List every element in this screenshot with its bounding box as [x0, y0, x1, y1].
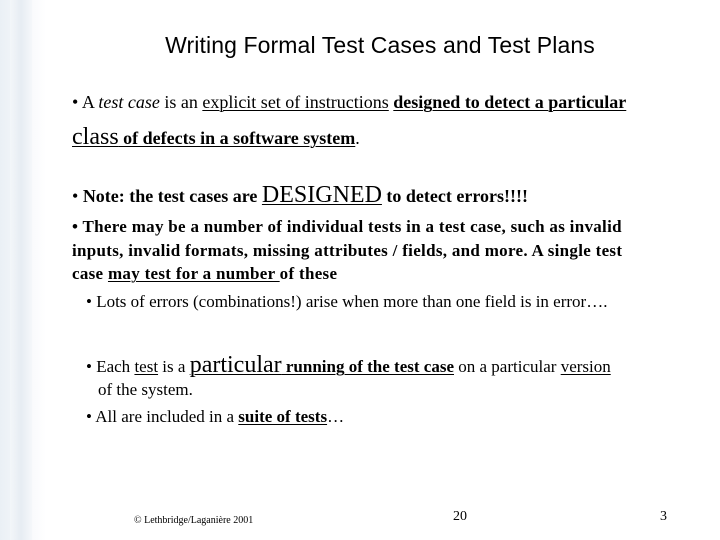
b3-line3a: case [72, 264, 108, 283]
sub2-particular: particular [189, 352, 282, 378]
bullet-marker: • [86, 357, 92, 376]
sub3-c: … [327, 407, 345, 426]
bullet-marker: • [86, 292, 92, 311]
bullet-marker: • [86, 407, 92, 426]
sub2-line2: of the system. [98, 380, 193, 399]
sub3-suite: suite of tests [238, 407, 328, 426]
b3-line3c: of these [279, 264, 338, 283]
b1-designed: designed to detect a particular [393, 92, 627, 112]
sub3-a: All are included in a [95, 407, 239, 426]
subbullet1 [86, 292, 607, 312]
b2-designed: DESIGNED [261, 182, 382, 208]
sub2-f: on a particular [454, 357, 561, 376]
bullet1-line1 [72, 92, 626, 113]
b2-c: to detect errors!!!! [381, 186, 528, 206]
bullet3-line2 [72, 241, 622, 261]
bullet1-line2 [72, 124, 360, 151]
footer-chapter-number: 20 [453, 509, 467, 524]
b1-a: A [81, 92, 99, 112]
slide-title: Writing Formal Test Cases and Test Plans [165, 32, 595, 58]
bullet3-line1 [72, 217, 622, 237]
b3-line1: There may be a number of individual tests in a test case, such as invalid [82, 217, 622, 236]
sub2-a: Each [96, 357, 135, 376]
bullet3-line3 [72, 264, 337, 284]
sub2-test: test [134, 357, 159, 376]
sub2-c: is a [158, 357, 190, 376]
bullet2 [72, 182, 528, 209]
footer-page-number: 3 [660, 509, 667, 524]
b1-defects: of defects in a software system [118, 128, 356, 148]
b1-period: . [355, 128, 360, 148]
bullet-marker: • [72, 92, 79, 112]
bullet-marker: • [72, 186, 79, 206]
bullet-marker: • [72, 217, 79, 236]
b1-c: is an [159, 92, 203, 112]
left-strip-inner [10, 0, 32, 540]
b1-explicit: explicit set of instructions [202, 92, 389, 112]
b1-test-case: test case [98, 92, 160, 112]
left-decorative-strip [0, 0, 46, 540]
b2-a: Note: the test cases are [82, 186, 262, 206]
sub1-text: Lots of errors (combinations!) arise when more than one field is in error…. [96, 292, 608, 311]
sub2-version: version [560, 357, 611, 376]
b3-line2: inputs, invalid formats, missing attributes / fields, and more. A single test [72, 241, 623, 260]
sub2-running: running of the test case [281, 357, 454, 376]
subbullet2-line1 [86, 352, 611, 379]
subbullet3 [86, 407, 344, 427]
subbullet2-line2 [98, 380, 193, 400]
b3-line3b: may test for a number [107, 264, 280, 283]
footer-copyright: © Lethbridge/Laganière 2001 [134, 515, 254, 526]
b1-class: class [72, 124, 119, 150]
